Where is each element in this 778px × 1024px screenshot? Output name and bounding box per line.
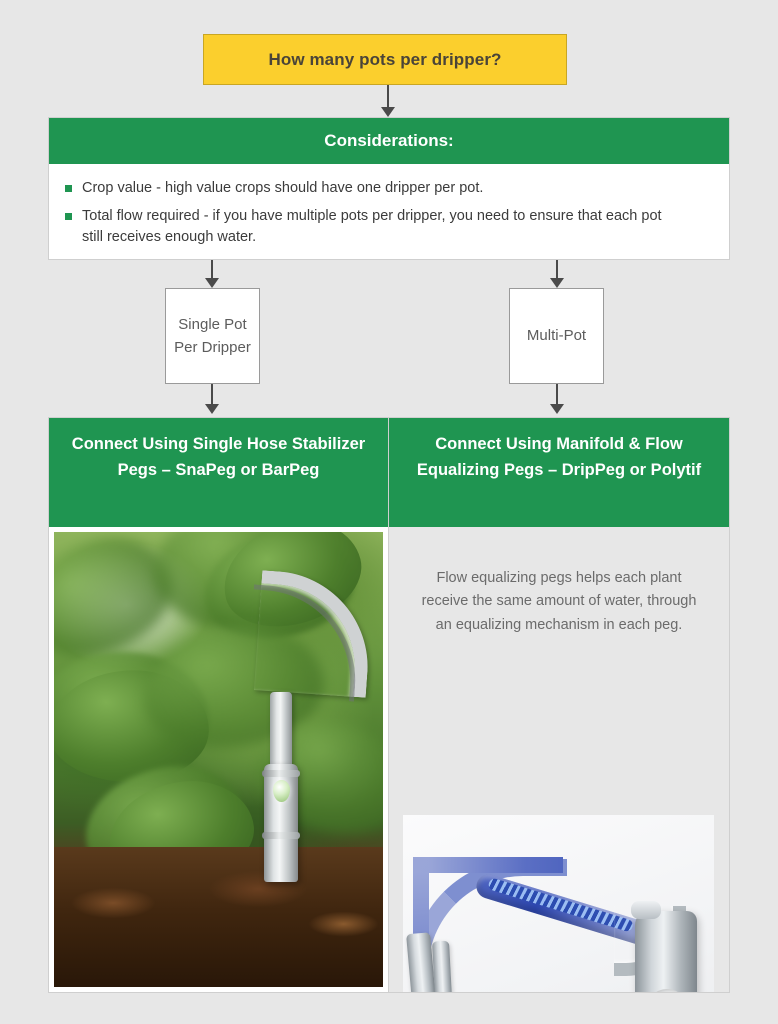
connector-single-pot-to-outcome [205,384,219,414]
considerations-header [49,118,729,164]
considerations-body [49,164,729,263]
connector-considerations-to-multi-pot [550,260,564,288]
connector-multi-pot-to-outcome [550,384,564,414]
choice-label: Multi-Pot [526,327,587,345]
outcome-header [389,418,729,527]
bullet-square-icon [65,185,72,192]
bullet-square-icon [65,213,72,220]
dripper-stake-band [262,832,300,839]
question-label: How many pots per dripper? [268,49,502,69]
considerations-panel [48,117,730,260]
outcome-body [49,527,388,992]
outcome-header-label: Connect Using Manifold & Flow Equalizing Pegs – DripPeg or Polytif [416,435,702,479]
consideration-text: Crop value - high value crops should have one dripper per pot. [82,180,484,196]
connector-question-to-considerations [381,85,395,117]
outcome-body [389,527,729,992]
question-box [203,34,567,85]
connector-considerations-to-single-pot [205,260,219,288]
list-item [65,206,719,248]
considerations-header-label: Considerations: [324,131,454,150]
soil-area [54,847,383,987]
choice-box-multi-pot[interactable] [509,288,604,384]
choice-label: Single Pot Per Dripper [174,315,251,356]
photo-strawberry-dripper [54,532,383,987]
peg-body [635,911,697,992]
outcome-header-label: Connect Using Single Hose Stabilizer Pegs – SnaPeg or BarPeg [71,435,366,479]
consideration-text: Total flow required - if you have multiple pots per dripper, you need to ensure that each pot still receives enough water. [82,208,662,246]
outcome-header [49,418,388,527]
outcome-panel-manifold-flow [389,417,730,993]
choice-box-single-pot-per-dripper[interactable] [165,288,260,384]
peg-cap [631,901,661,919]
render-flow-equalizing-peg [403,815,714,992]
list-item [65,178,719,199]
dripper-stake-band [262,770,300,777]
outcome-panel-single-hose [48,417,389,993]
outcome-caption: Flow equalizing pegs helps each plant receive the same amount of water, through an equalizing mechanism in each peg. [421,570,697,633]
